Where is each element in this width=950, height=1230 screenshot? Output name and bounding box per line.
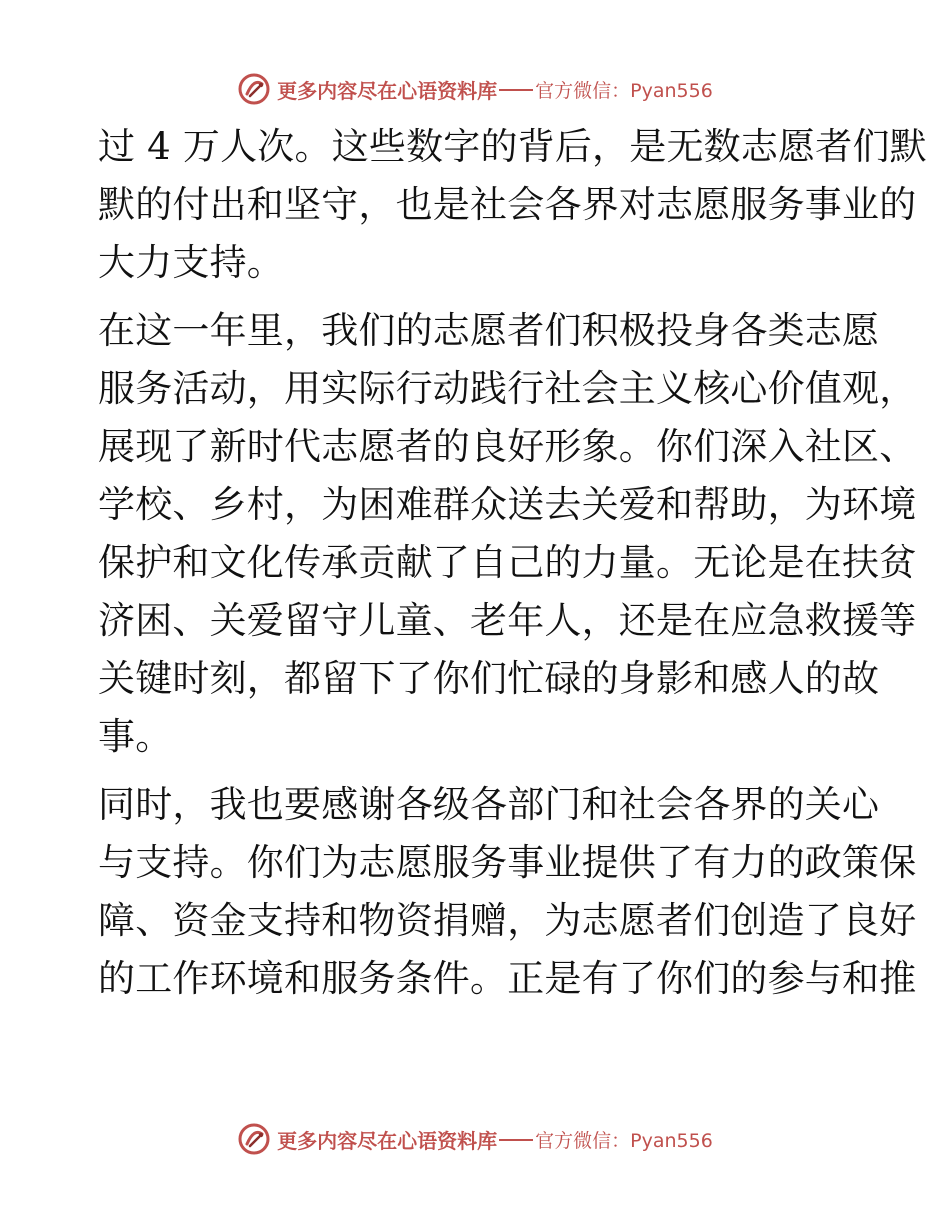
header-wechat-text: 官方微信：Pyan556 bbox=[535, 79, 713, 102]
paragraph bbox=[98, 302, 917, 766]
text-line: 在这一年里，我们的志愿者们积极投身各类志愿 bbox=[98, 309, 880, 352]
brand-logo-icon bbox=[237, 72, 271, 106]
text-line: 的工作环境和服务条件。正是有了你们的参与和推 bbox=[98, 957, 917, 1000]
footer-brand-text: 更多内容尽在心语资料库 bbox=[277, 1128, 498, 1153]
text-line: 大力支持。 bbox=[98, 241, 284, 284]
footer-wechat-text: 官方微信：Pyan556 bbox=[535, 1129, 713, 1152]
text-line: 与支持。你们为志愿服务事业提供了有力的政策保 bbox=[98, 841, 917, 884]
text-line: 展现了新时代志愿者的良好形象。你们深入社区、 bbox=[98, 425, 917, 468]
header-banner bbox=[0, 72, 950, 106]
text-line: 障、资金支持和物资捐赠，为志愿者们创造了良好 bbox=[98, 899, 917, 942]
paragraph bbox=[98, 118, 927, 292]
text-line: 济困、关爱留守儿童、老年人，还是在应急救援等 bbox=[98, 599, 917, 642]
text-line: 事。 bbox=[98, 715, 173, 758]
document-body bbox=[98, 118, 927, 1008]
text-line: 保护和文化传承贡献了自己的力量。无论是在扶贫 bbox=[98, 541, 917, 584]
footer-banner bbox=[0, 1122, 950, 1156]
text-line: 关键时刻，都留下了你们忙碌的身影和感人的故 bbox=[98, 657, 880, 700]
header-brand-text: 更多内容尽在心语资料库 bbox=[277, 78, 498, 103]
text-line: 学校、乡村，为困难群众送去关爱和帮助，为环境 bbox=[98, 483, 917, 526]
header-dash bbox=[499, 89, 533, 91]
text-line: 同时，我也要感谢各级各部门和社会各界的关心 bbox=[98, 783, 880, 826]
text-line: 过 4 万人次。这些数字的背后，是无数志愿者们默 bbox=[98, 125, 927, 168]
paragraph bbox=[98, 776, 917, 1008]
text-line: 服务活动，用实际行动践行社会主义核心价值观， bbox=[98, 367, 917, 410]
text-line: 默的付出和坚守，也是社会各界对志愿服务事业的 bbox=[98, 183, 917, 226]
footer-dash bbox=[499, 1139, 533, 1141]
brand-logo-icon bbox=[237, 1122, 271, 1156]
